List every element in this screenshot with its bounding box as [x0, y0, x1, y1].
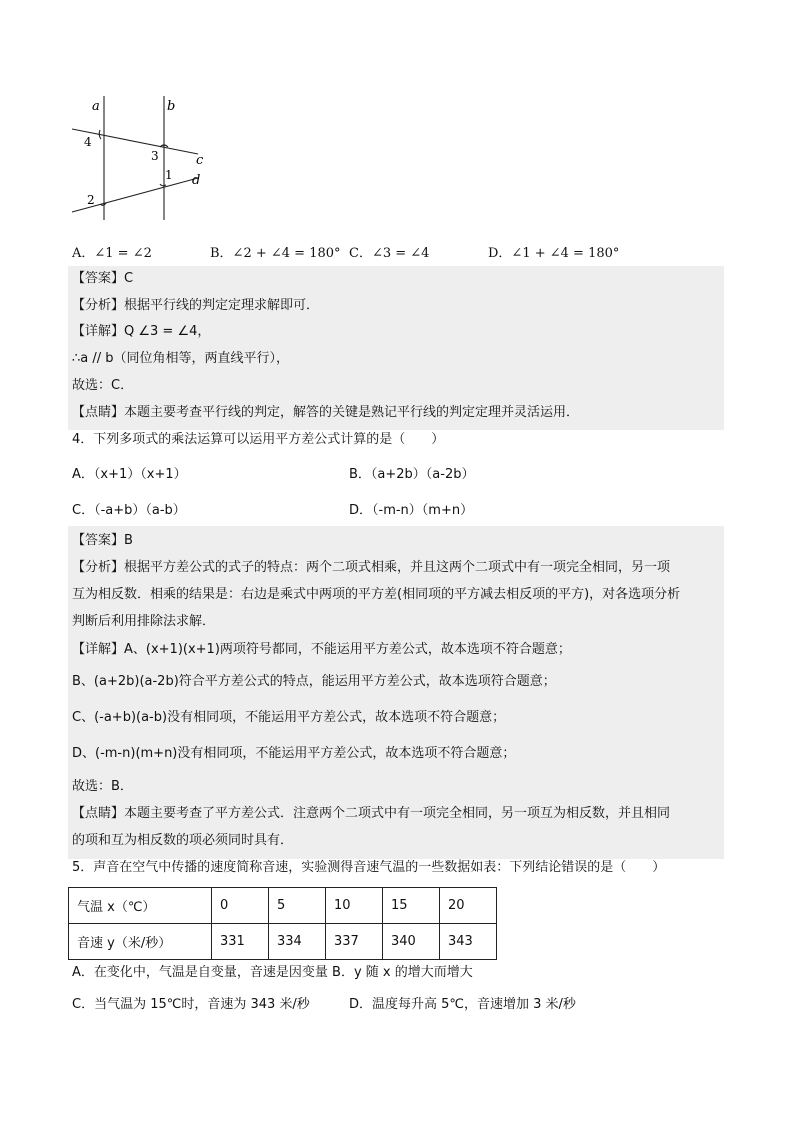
- label-c: c: [196, 153, 204, 168]
- q4-option-c: C．（-a+b）（a-b）: [72, 503, 186, 518]
- q4-detail-d: D、(-m-n)(m+n)没有相同项，不能运用平方差公式，故本选项不符合题意；: [72, 746, 516, 761]
- label-angle-2: 2: [87, 193, 95, 207]
- q3-detail-1: 【详解】Q ∠3 = ∠4，: [72, 324, 211, 339]
- q4-analysis-3: 判断后利用排除法求解．: [72, 614, 216, 629]
- q4-option-b: B．（a+2b）（a-2b）: [349, 467, 475, 482]
- q5-option-ab: A．在变化中，气温是自变量，音速是因变量 B．y 随 x 的增大而增大: [72, 965, 473, 980]
- parallel-lines-figure: [60, 90, 220, 225]
- q5-stem: 5．声音在空气中传播的速度简称音速，实验测得音速气温的一些数据如表：下列结论错误的是（ ）: [72, 860, 666, 875]
- table-cell-speed-header: 音速 y（米/秒）: [69, 924, 212, 960]
- q4-analysis-2: 互为相反数．相乘的结果是：右边是乘式中两项的平方差(相同项的平方减去相反项的平方)，对各选项分析: [72, 587, 681, 602]
- table-cell: 10: [326, 888, 383, 924]
- q4-option-d: D．（-m-n）（m+n）: [349, 503, 474, 518]
- q3-option-c: C．∠3 = ∠4: [349, 246, 430, 261]
- table-row: [69, 888, 497, 924]
- label-d: d: [192, 173, 201, 188]
- q3-option-a: A．∠1 = ∠2: [72, 246, 152, 261]
- q4-detail-b: B、(a+2b)(a-2b)符合平方差公式的特点，能运用平方差公式，故本选项符合题意；: [72, 674, 556, 689]
- table-cell: 5: [269, 888, 326, 924]
- table-cell: 15: [383, 888, 440, 924]
- q4-stem: 4．下列多项式的乘法运算可以运用平方差公式计算的是（ ）: [72, 432, 445, 447]
- table-cell-temp-header: 气温 x（℃）: [69, 888, 212, 924]
- q4-comment-1: 【点睛】本题主要考查了平方差公式．注意两个二项式中有一项完全相同，另一项互为相反数，并且相同: [72, 806, 671, 821]
- q4-answer: 【答案】B: [72, 533, 133, 548]
- q4-choose: 故选：B．: [72, 779, 133, 794]
- label-angle-4: 4: [84, 135, 92, 149]
- label-a: a: [92, 99, 100, 114]
- table-cell: 20: [440, 888, 497, 924]
- table-cell: 337: [326, 924, 383, 960]
- q5-option-d: D．温度每升高 5℃，音速增加 3 米/秒: [349, 997, 576, 1012]
- q3-analysis: 【分析】根据平行线的判定定理求解即可．: [72, 298, 320, 313]
- q5-data-table: [68, 887, 497, 960]
- q3-option-d: D．∠1 + ∠4 = 180°: [488, 246, 620, 261]
- q3-choose: 故选：C．: [72, 378, 134, 393]
- q4-option-a: A．（x+1）（x+1）: [72, 467, 187, 482]
- q3-comment: 【点睛】本题主要考查平行线的判定，解答的关键是熟记平行线的判定定理并灵活运用．: [72, 405, 580, 420]
- label-b: b: [167, 99, 176, 114]
- label-angle-3: 3: [151, 149, 159, 163]
- q5-option-c: C．当气温为 15℃时，音速为 343 米/秒: [72, 997, 310, 1012]
- table-cell: 331: [212, 924, 269, 960]
- q4-detail-c: C、(-a+b)(a-b)没有相同项，不能运用平方差公式，故本选项不符合题意；: [72, 710, 506, 725]
- table-row: [69, 924, 497, 960]
- q3-option-b: B．∠2 + ∠4 = 180°: [210, 246, 341, 261]
- label-angle-1: 1: [165, 168, 173, 182]
- table-cell: 334: [269, 924, 326, 960]
- q4-comment-2: 的项和互为相反数的项必须同时具有．: [72, 833, 294, 848]
- q3-answer: 【答案】C: [72, 271, 134, 286]
- q3-detail-2: ∴a // b（同位角相等，两直线平行），: [72, 351, 290, 366]
- q4-analysis-1: 【分析】根据平方差公式的式子的特点：两个二项式相乘，并且这两个二项式中有一项完全相同，另一项: [72, 560, 671, 575]
- table-cell: 0: [212, 888, 269, 924]
- table-cell: 340: [383, 924, 440, 960]
- table-cell: 343: [440, 924, 497, 960]
- q4-detail-a: 【详解】A、(x+1)(x+1)两项符号都同，不能运用平方差公式，故本选项不符合题意；: [72, 642, 571, 657]
